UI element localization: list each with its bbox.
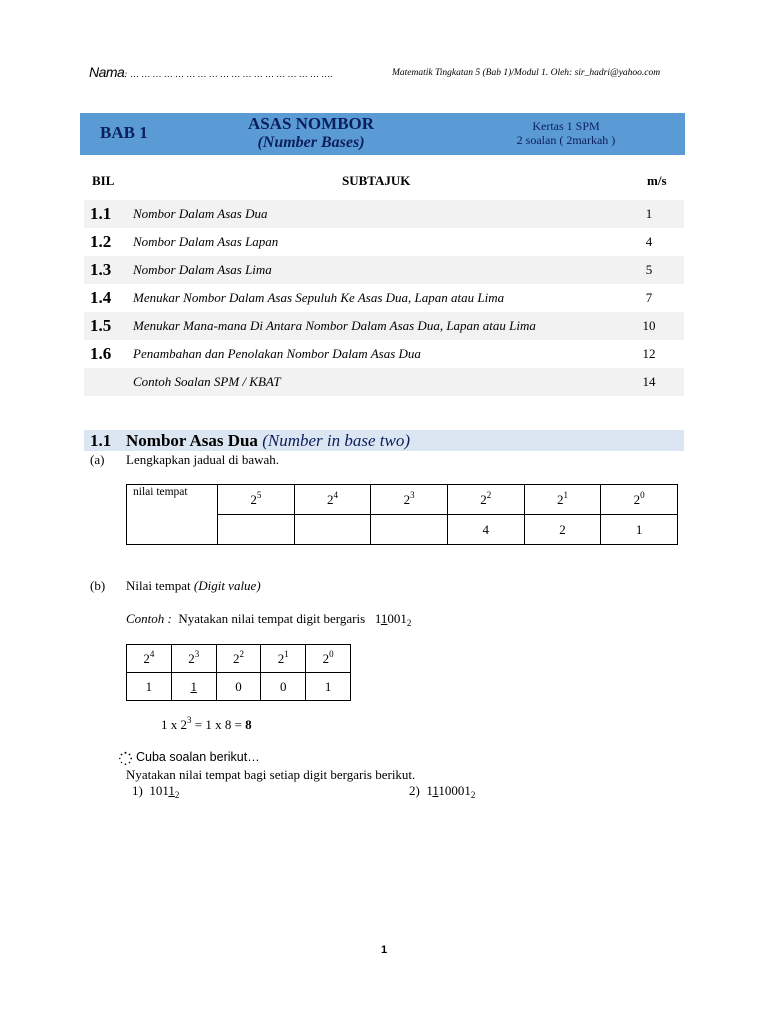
row-page: 10 [642, 318, 656, 333]
example-table [126, 644, 351, 701]
row-page: 1 [645, 206, 653, 221]
section-title-ms: Nombor Asas Dua [126, 431, 258, 450]
power-header: $2^3$ [371, 485, 448, 515]
name-label: Nama [89, 64, 125, 80]
value-cell: 2 [524, 515, 601, 545]
digit-cell: 0 [216, 673, 261, 701]
value-cell[interactable] [218, 515, 295, 545]
chapter-number: BAB 1 [100, 123, 148, 142]
section-title [126, 431, 410, 451]
header-ms: m/s [647, 173, 667, 188]
exercise-instruction: Nyatakan nilai tempat bagi setiap digit bergaris berikut. [126, 767, 416, 782]
digit-cell: 1 [306, 673, 351, 701]
row-number: 1.2 [90, 232, 112, 251]
contents-row[interactable] [84, 228, 684, 256]
question-2[interactable]: 2) $1110001_2$ [409, 783, 476, 800]
row-page: 5 [645, 262, 653, 277]
power-header: $2^4$ [294, 485, 371, 515]
row-number: 1.3 [90, 260, 112, 279]
row-title: Penambahan dan Penolakan Nombor Dalam Asas Dua [133, 346, 421, 361]
spinner-icon [118, 751, 133, 766]
chapter-title [246, 114, 376, 152]
header-bil: BIL [92, 173, 115, 188]
part-a-instruction: Lengkapkan jadual di bawah. [126, 452, 280, 467]
header-subtajuk: SUBTAJUK [342, 173, 411, 188]
row-page: 14 [642, 374, 656, 389]
row-number: 1.1 [90, 204, 112, 223]
page-number: 1 [380, 944, 388, 956]
exam-paper: Kertas 1 SPM [532, 119, 600, 133]
row-title: Nombor Dalam Asas Dua [133, 206, 268, 221]
part-a-label: (a) [90, 452, 105, 467]
section-number: 1.1 [90, 431, 112, 450]
exam-info [494, 119, 638, 147]
example-text: Nyatakan nilai tempat digit bergaris [178, 611, 366, 626]
power-header: $2^1$ [524, 485, 601, 515]
contents-row[interactable] [84, 312, 684, 340]
part-b-text: Nilai tempat [126, 578, 191, 593]
value-cell: 1 [601, 515, 678, 545]
place-value-table [126, 484, 678, 545]
power-header: $2^5$ [218, 485, 295, 515]
power-header: $2^0$ [601, 485, 678, 515]
row-page: 12 [642, 346, 656, 361]
value-cell[interactable] [294, 515, 371, 545]
digit-cell: 0 [261, 673, 306, 701]
part-b-heading [126, 578, 261, 594]
power-header: $2^2$ [447, 485, 524, 515]
part-b-label: (b) [90, 578, 106, 593]
contents-row[interactable] [84, 284, 684, 312]
value-cell[interactable] [371, 515, 448, 545]
contents-row[interactable] [84, 340, 684, 368]
row-title: Menukar Mana-mana Di Antara Nombor Dalam Asas Dua, Lapan atau Lima [133, 318, 536, 333]
power-header: $2^1$ [261, 645, 306, 673]
digit-cell: 1 [127, 673, 172, 701]
chapter-title-en: (Number Bases) [257, 134, 365, 151]
section-title-en: (Number in base two) [262, 431, 410, 450]
part-b-text-en: (Digit value) [193, 578, 261, 593]
row-page: 7 [645, 290, 653, 305]
contents-row[interactable] [84, 368, 684, 396]
row-title: Nombor Dalam Asas Lima [133, 262, 272, 277]
try-heading: Cuba soalan berikut… [136, 750, 260, 764]
contents-row[interactable] [84, 256, 684, 284]
exam-questions: 2 soalan ( 2markah ) [516, 133, 616, 147]
chapter-title-ms: ASAS NOMBOR [247, 114, 375, 133]
row-title: Nombor Dalam Asas Lapan [133, 234, 279, 249]
digit-cell-underlined: 1 [171, 673, 216, 701]
row-number: 1.5 [90, 316, 112, 335]
name-line [89, 64, 333, 81]
place-value-label: nilai tempat [127, 485, 218, 545]
power-header: $2^2$ [216, 645, 261, 673]
row-title: Contoh Soalan SPM / KBAT [133, 374, 281, 389]
name-dots: : … … … … … … … … … … … … … … … … … …. [124, 69, 334, 79]
example-number: $11001_2$ [374, 611, 412, 628]
example-calculation: 1 x $2^3 = 1$ x 8 = 8 [161, 715, 252, 732]
row-page: 4 [645, 234, 653, 249]
contents-row[interactable] [84, 200, 684, 228]
row-number: 1.4 [90, 288, 112, 307]
power-header: $2^0$ [306, 645, 351, 673]
example-label: Contoh : [126, 611, 172, 626]
power-header: $2^3$ [171, 645, 216, 673]
power-header: $2^4$ [127, 645, 172, 673]
module-credit: Matematik Tingkatan 5 (Bab 1)/Modul 1. Oleh: sir_hadri@yahoo.com [392, 68, 661, 78]
question-1[interactable]: 1) $1011_2$ [132, 783, 180, 800]
example-line [126, 611, 411, 627]
value-cell: 4 [447, 515, 524, 545]
row-title: Menukar Nombor Dalam Asas Sepuluh Ke Asas Dua, Lapan atau Lima [133, 290, 505, 305]
row-number: 1.6 [90, 344, 112, 363]
